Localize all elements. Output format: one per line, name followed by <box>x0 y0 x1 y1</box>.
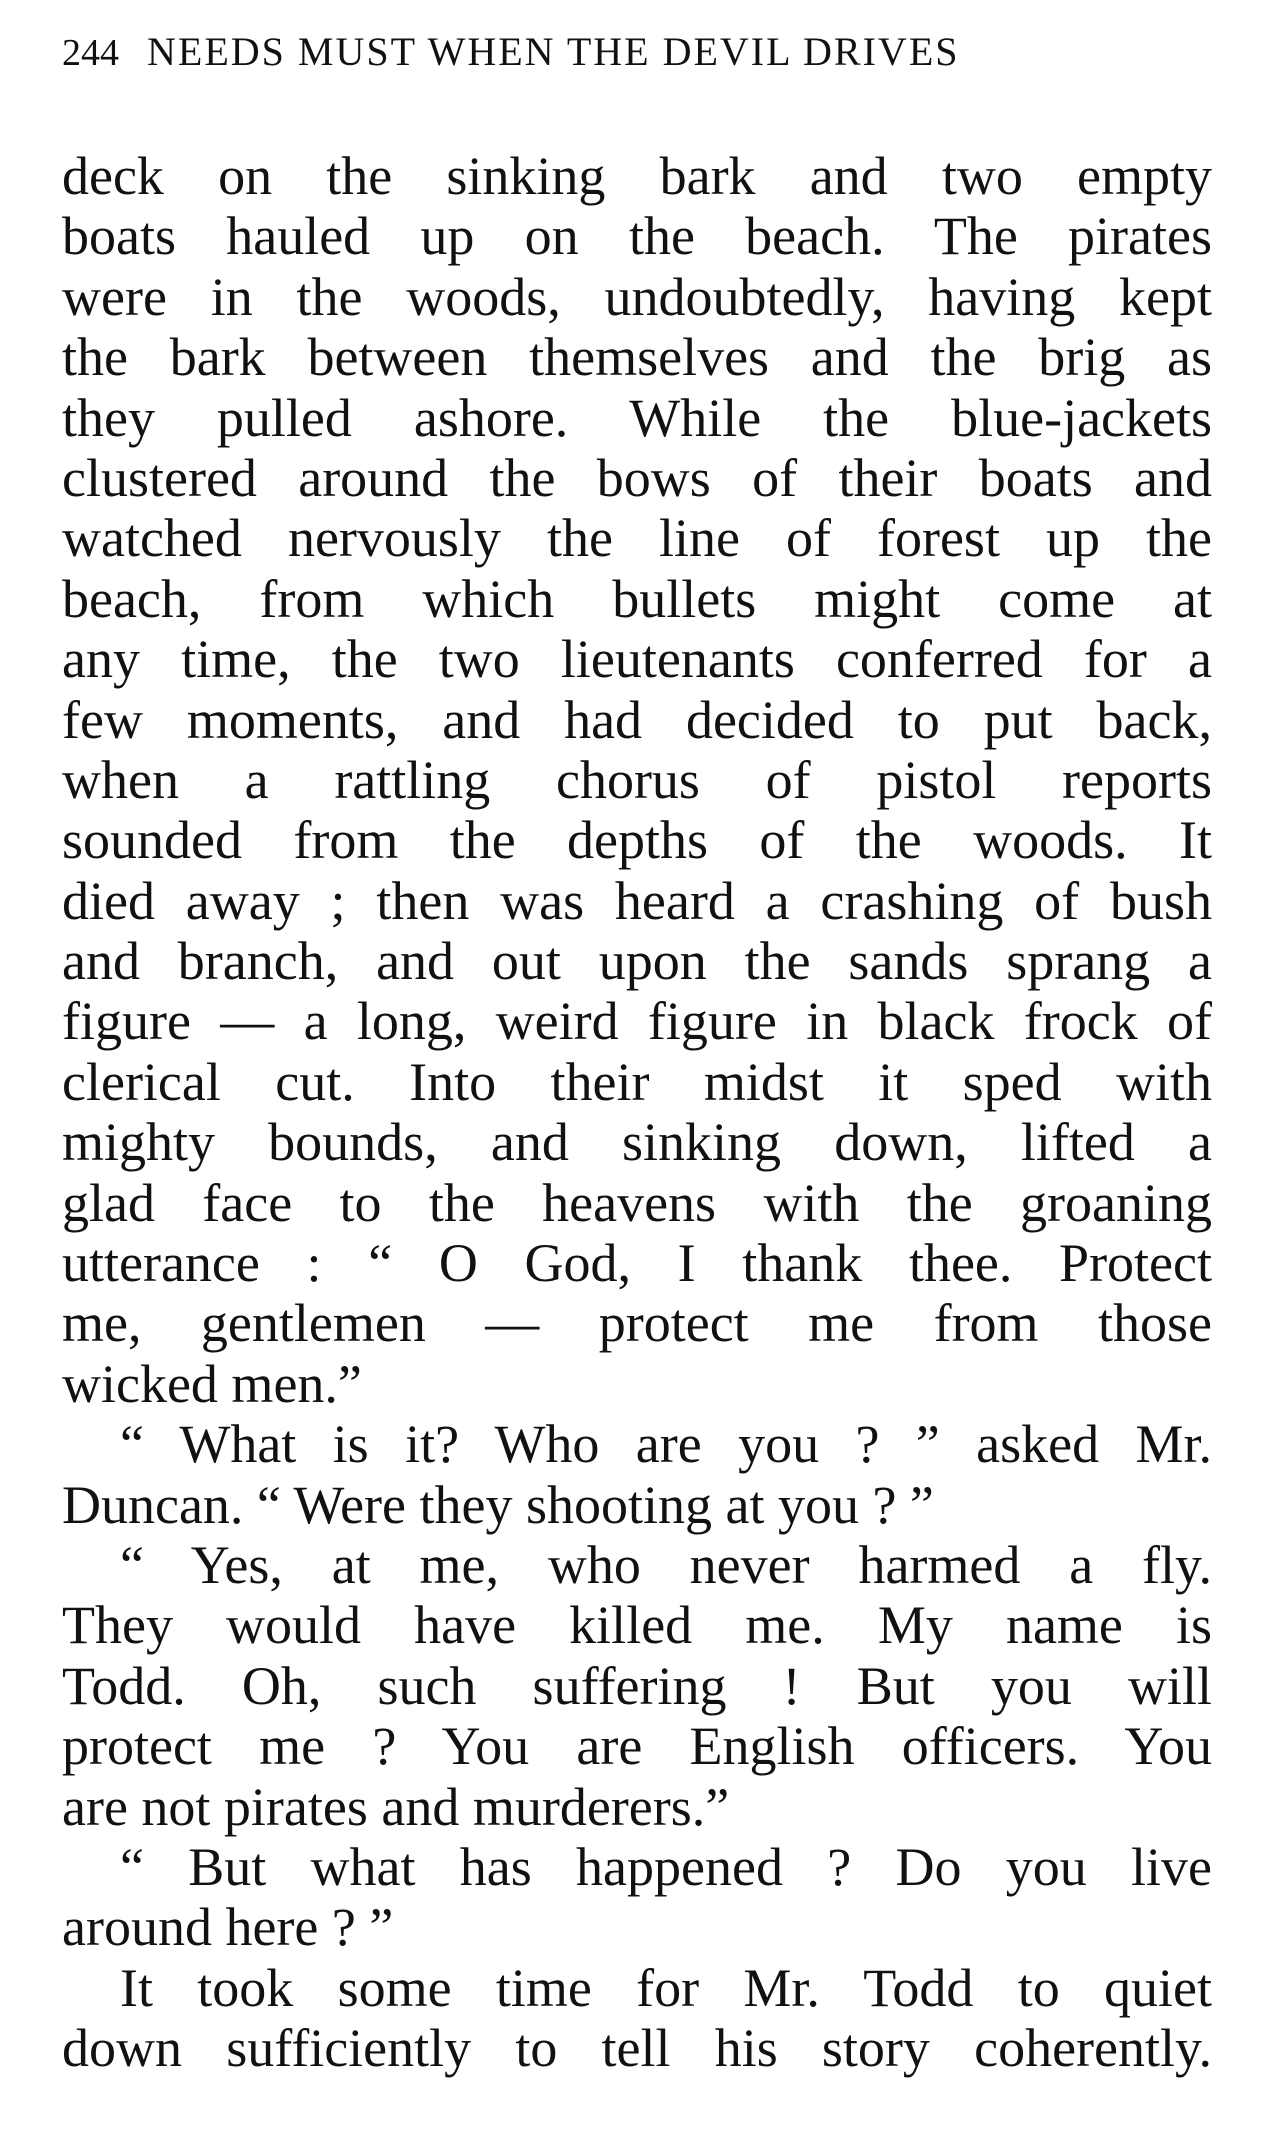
text-line: “ But what has happened ? Do you live <box>120 1836 1212 1897</box>
text-line: It took some time for Mr. Todd to quiet <box>120 1957 1212 2018</box>
text-line: down sufficiently to tell his story coherently. <box>62 2018 1212 2079</box>
text-line: clerical cut. Into their midst it sped with <box>62 1051 1212 1112</box>
book-page <box>62 28 1212 2079</box>
text-line: few moments, and had decided to put back, <box>62 689 1212 750</box>
text-line: They would have killed me. My name is <box>62 1595 1212 1656</box>
text-line: mighty bounds, and sinking down, lifted a <box>62 1112 1212 1173</box>
text-line: and branch, and out upon the sands sprang a <box>62 931 1212 992</box>
text-line: watched nervously the line of forest up the <box>62 508 1212 569</box>
text-line: they pulled ashore. While the blue-jackets <box>62 387 1212 448</box>
text-line: beach, from which bullets might come at <box>62 568 1212 629</box>
text-line: utterance : “ O God, I thank thee. Protect <box>62 1233 1212 1294</box>
text-line: “ Yes, at me, who never harmed a fly. <box>120 1534 1212 1595</box>
text-line: protect me ? You are English officers. You <box>62 1716 1212 1777</box>
text-line: the bark between themselves and the brig as <box>62 327 1212 388</box>
text-line: are not pirates and murderers.” <box>62 1776 730 1837</box>
text-line: me, gentlemen — protect me from those <box>62 1293 1212 1354</box>
running-header <box>62 28 1212 90</box>
text-line: when a rattling chorus of pistol reports <box>62 749 1212 810</box>
text-line: “ What is it? Who are you ? ” asked Mr. <box>120 1414 1212 1475</box>
text-line: any time, the two lieutenants conferred for a <box>62 629 1212 690</box>
text-line: were in the woods, undoubtedly, having kept <box>62 266 1212 327</box>
text-line: sounded from the depths of the woods. It <box>62 810 1212 871</box>
text-line: glad face to the heavens with the groaning <box>62 1172 1212 1233</box>
page-number: 244 <box>62 32 119 74</box>
text-line: boats hauled up on the beach. The pirates <box>62 206 1212 267</box>
text-line: Todd. Oh, such suffering ! But you will <box>62 1655 1212 1716</box>
text-line: deck on the sinking bark and two empty <box>62 146 1212 206</box>
text-line: around here ? ” <box>62 1897 394 1958</box>
text-line: wicked men.” <box>62 1353 362 1414</box>
text-line: died away ; then was heard a crashing of bush <box>62 870 1212 931</box>
body-text <box>62 146 1212 2079</box>
text-line: clustered around the bows of their boats and <box>62 447 1212 508</box>
running-title: NEEDS MUST WHEN THE DEVIL DRIVES <box>147 29 960 74</box>
text-line: Duncan. “ Were they shooting at you ? ” <box>62 1474 934 1535</box>
text-line: figure — a long, weird figure in black frock of <box>62 991 1212 1052</box>
